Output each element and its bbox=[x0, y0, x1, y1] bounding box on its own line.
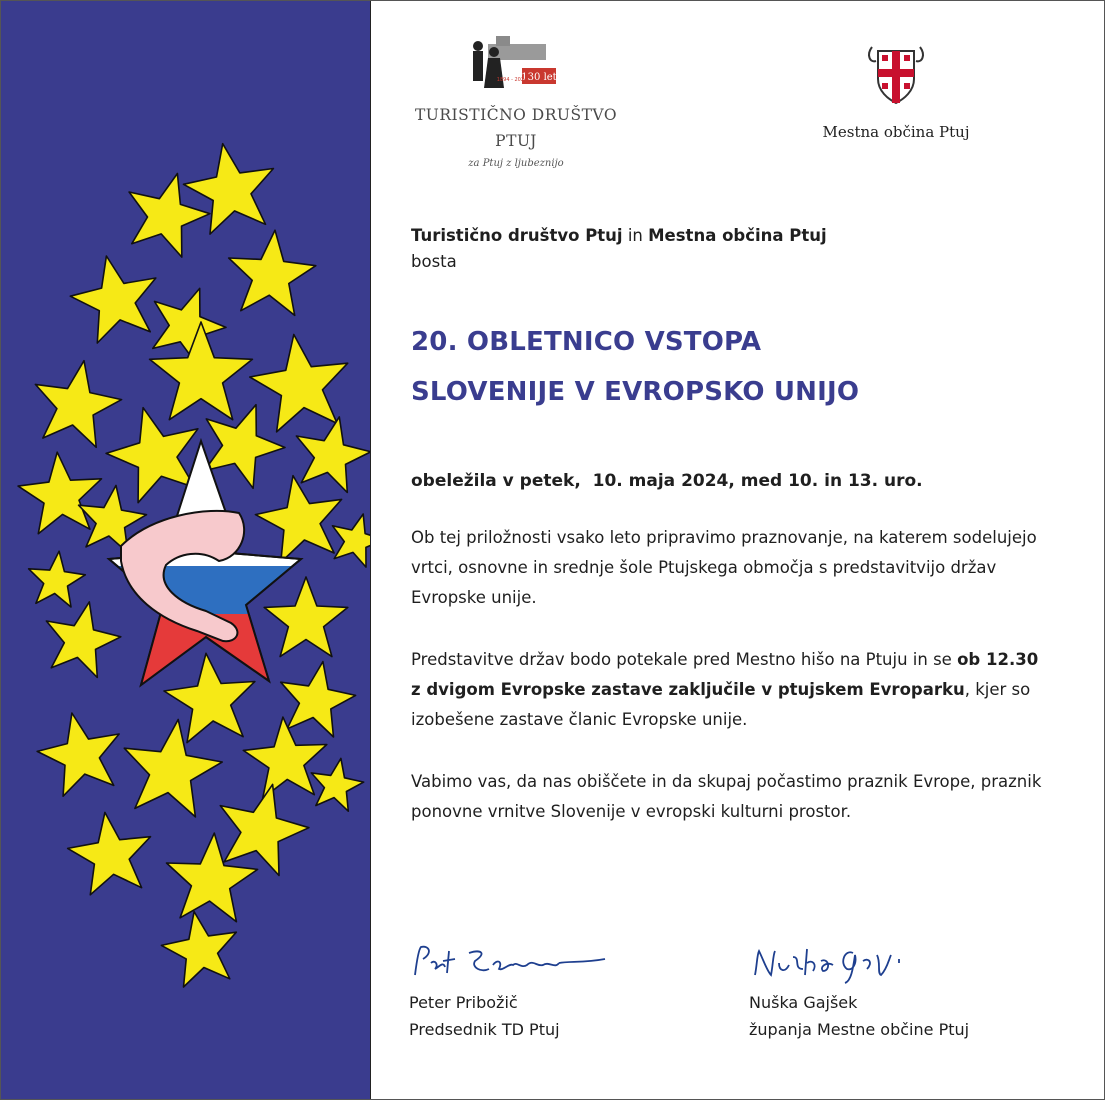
signature-block-left bbox=[409, 939, 609, 1043]
paragraph-presentations-bold: ob 12.30 z dvigom Evropske zastave zaključile v ptujskem Evroparku bbox=[411, 650, 1039, 699]
yellow-star-icon bbox=[311, 758, 363, 811]
yellow-star-icon bbox=[333, 514, 371, 567]
yellow-star-icon bbox=[37, 713, 119, 796]
organizer-conjunction: in bbox=[627, 226, 643, 245]
yellow-star-icon bbox=[281, 662, 356, 737]
signature-pribozic-image bbox=[409, 939, 609, 985]
yellow-star-icon bbox=[296, 417, 370, 493]
yellow-star-icon bbox=[205, 405, 286, 489]
yellow-star-icon bbox=[161, 912, 236, 987]
yellow-star-icon bbox=[264, 577, 348, 657]
stars-illustration bbox=[1, 1, 370, 1099]
yellow-star-icon bbox=[68, 812, 151, 894]
td-badge-text: 130 let bbox=[521, 72, 557, 83]
yellow-star-icon bbox=[255, 476, 341, 563]
yellow-star-icon bbox=[46, 602, 120, 678]
yellow-star-icon bbox=[106, 408, 198, 503]
turisticno-drustvo-logo bbox=[396, 26, 636, 169]
signatory-left-name: Peter Pribožič bbox=[409, 993, 518, 1012]
castle-couple-icon bbox=[456, 26, 576, 96]
yellow-star-icon bbox=[70, 256, 156, 343]
yellow-star-icon bbox=[184, 144, 274, 234]
ptuj-coat-of-arms-icon bbox=[864, 41, 928, 105]
headline bbox=[411, 317, 1051, 417]
yellow-star-icon bbox=[29, 551, 86, 607]
signature-gajsek-image bbox=[749, 939, 949, 985]
yellow-star-icon bbox=[35, 361, 121, 448]
td-logo-name-line1: TURISTIČNO DRUŠTVO bbox=[414, 106, 618, 124]
signature-block-right bbox=[749, 939, 969, 1043]
signatory-right-name: Nuška Gajšek bbox=[749, 993, 858, 1012]
organizers-verb: bosta bbox=[411, 252, 457, 271]
paragraph-celebration: Ob tej priložnosti vsako leto pripravimo praznovanje, na katerem sodelujejo vrtci, osnovne in srednje šole Ptujskega območja s predstavitvijo držav Evropske unije. bbox=[411, 528, 1037, 607]
yellow-star-icon bbox=[124, 720, 222, 817]
headline-line2: SLOVENIJE V EVROPSKO UNIJO bbox=[411, 377, 860, 407]
paragraph-invitation: Vabimo vas, da nas obiščete in da skupaj počastimo praznik Evrope, praznik ponovne vrnitve Slovenije v evropski kulturni prostor. bbox=[411, 772, 1042, 821]
signatory-left-role: Predsednik TD Ptuj bbox=[409, 1020, 560, 1039]
organizers-line bbox=[411, 223, 1051, 249]
yellow-star-icon bbox=[250, 335, 348, 432]
paragraph-presentations-part1: Predstavitve držav bodo potekale pred Mestno hišo na Ptuju in se bbox=[411, 650, 958, 669]
paragraph-presentations-part2: , kjer so izobešene zastave članic Evropske unije. bbox=[411, 680, 1031, 729]
signatory-right-role: županja Mestne občine Ptuj bbox=[749, 1020, 970, 1039]
td-logo-slogan: za Ptuj z ljubeznijo bbox=[468, 158, 564, 169]
headline-line1: 20. OBLETNICO VSTOPA bbox=[411, 327, 762, 357]
date-line: obeležila v petek, 10. maja 2024, med 10. in 13. uro. bbox=[411, 471, 923, 491]
yellow-star-icon bbox=[18, 452, 101, 534]
invitation-content bbox=[411, 223, 1051, 827]
td-badge-years: 1894 - 2024 bbox=[496, 77, 528, 83]
eu-illustration-panel bbox=[1, 1, 371, 1099]
organizer-mo: Mestna občina Ptuj bbox=[648, 226, 827, 245]
yellow-star-icon bbox=[220, 784, 309, 875]
paragraph-presentations bbox=[411, 645, 1051, 735]
mo-logo-name: Mestna občina Ptuj bbox=[822, 123, 970, 141]
yellow-star-icon bbox=[229, 230, 316, 315]
mestna-obcina-logo bbox=[791, 41, 1001, 141]
yellow-star-icon bbox=[243, 717, 326, 798]
td-logo-name-line2: PTUJ bbox=[495, 132, 537, 150]
organizer-td: Turistično društvo Ptuj bbox=[411, 226, 623, 245]
